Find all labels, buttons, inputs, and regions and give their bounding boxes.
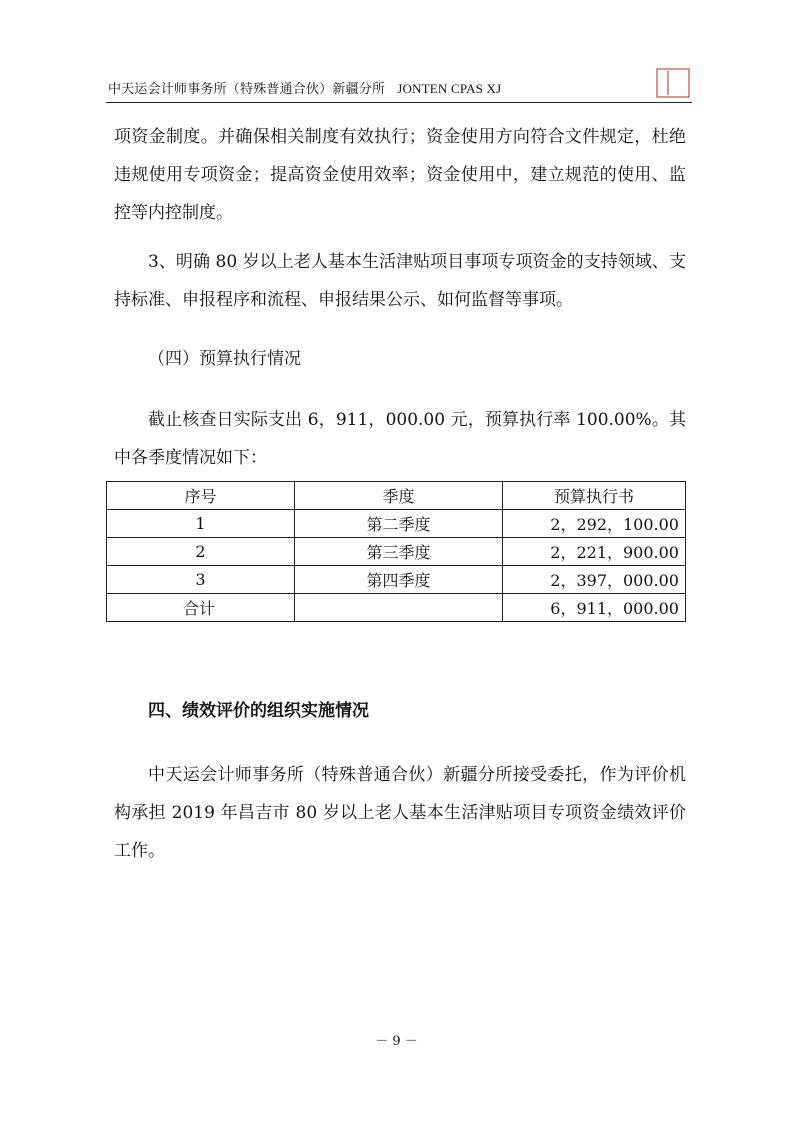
subheading-budget-execution: （四）预算执行情况 [148, 349, 301, 369]
cell-amount: 2，397，000.00 [503, 566, 686, 594]
paragraph-section-4: 中天运会计师事务所（特殊普通合伙）新疆分所接受委托，作为评价机构承担 2019 年昌吉市 80 岁以上老人基本生活津贴项目专项资金绩效评价工作。 [114, 765, 686, 861]
table-row [107, 538, 686, 566]
table-total-row [107, 594, 686, 622]
firm-logo [656, 68, 690, 98]
section-4-title: 四、绩效评价的组织实施情况 [148, 701, 369, 721]
cell-total-quarter [295, 594, 503, 622]
cell-quarter: 第二季度 [295, 510, 503, 538]
col-header-index: 序号 [107, 482, 295, 510]
page-header [106, 68, 692, 103]
header-firm-en: JONTEN CPAS XJ [397, 81, 502, 96]
cell-index: 3 [107, 566, 295, 594]
budget-execution-table [106, 481, 686, 622]
cell-amount: 2，292，100.00 [503, 510, 686, 538]
cell-total-label: 合计 [107, 594, 295, 622]
cell-amount: 2，221，900.00 [503, 538, 686, 566]
col-header-amount: 预算执行书 [503, 482, 686, 510]
col-header-quarter: 季度 [295, 482, 503, 510]
logo-frame-icon [656, 68, 690, 98]
page-number: － 9 － [375, 1034, 418, 1049]
cell-quarter: 第四季度 [295, 566, 503, 594]
table-row [107, 566, 686, 594]
header-firm-name [108, 78, 501, 97]
table-header-row [107, 482, 686, 510]
paragraph-fund-control: 项资金制度。并确保相关制度有效执行；资金使用方向符合文件规定，杜绝违规使用专项资金；提高资金使用效率；资金使用中，建立规范的使用、监控等内控制度。 [114, 127, 686, 223]
paragraph-item-3: 3、明确 80 岁以上老人基本生活津贴项目事项专项资金的支持领域、支持标准、申报程序和流程、申报结果公示、如何监督等事项。 [114, 252, 686, 310]
cell-total-amount: 6，911，000.00 [503, 594, 686, 622]
paragraph-budget-summary: 截止核查日实际支出 6，911，000.00 元，预算执行率 100.00%。其中各季度情况如下： [114, 410, 686, 468]
table-row [107, 510, 686, 538]
cell-quarter: 第三季度 [295, 538, 503, 566]
cell-index: 1 [107, 510, 295, 538]
header-firm-cn: 中天运会计师事务所（特殊普通合伙）新疆分所 [108, 82, 386, 97]
cell-index: 2 [107, 538, 295, 566]
